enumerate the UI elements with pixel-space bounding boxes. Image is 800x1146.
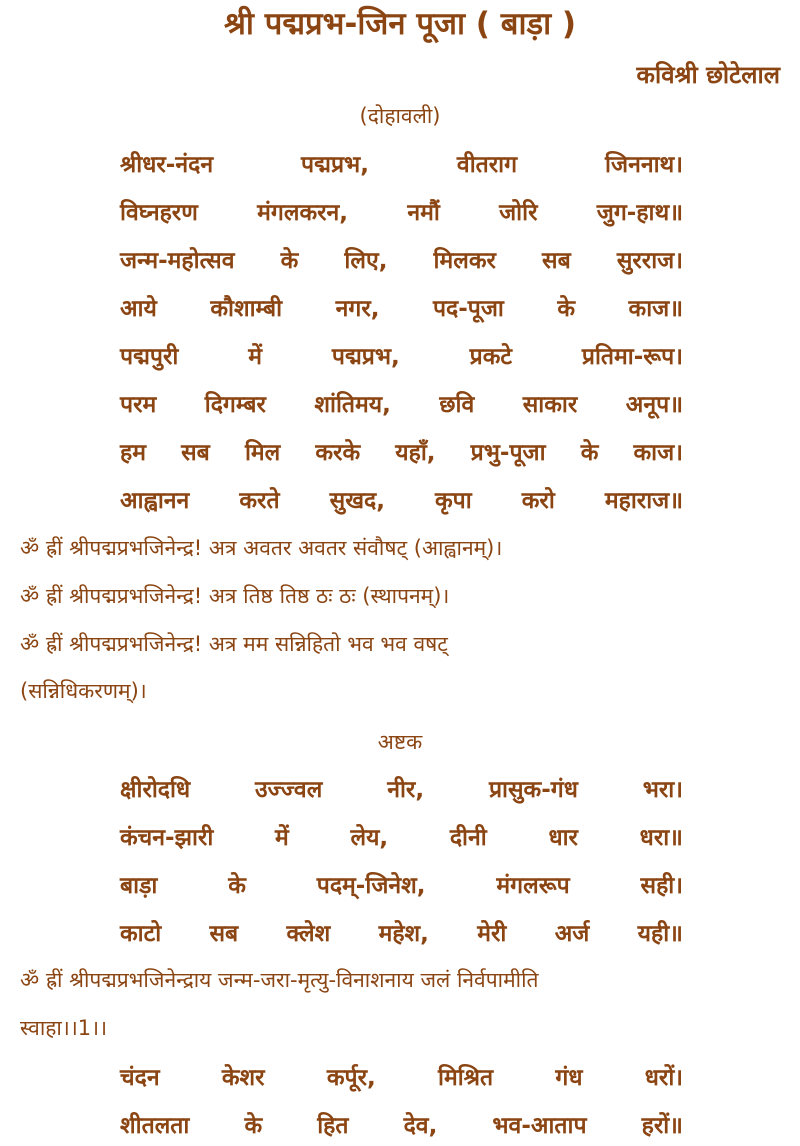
verse-line	[120, 191, 683, 231]
verse-word: यहाँ,	[395, 440, 436, 466]
verse-word: अनूप॥	[625, 392, 683, 418]
verse-word: के	[228, 873, 246, 899]
verse-word: के	[280, 248, 299, 274]
verse-word: हम	[120, 440, 146, 466]
verse-word: जिननाथ।	[605, 152, 683, 178]
verse-word: मिश्रित	[438, 1065, 494, 1091]
verse-word: पद्मपुरी	[120, 344, 179, 370]
verse-word: कर्पूर,	[326, 1065, 376, 1091]
section-heading-dohavali: (दोहावली)	[359, 104, 441, 128]
invocation-line: ॐ ह्रीं श्रीपद्मप्रभजिनेन्द्र! अत्र तिष्ठ तिष्ठ ठः ठः (स्थापनम्)।	[20, 584, 450, 608]
verse-word: पद्मप्रभ,	[301, 152, 369, 178]
verse-word: जुग-हाथ॥	[596, 200, 683, 226]
verse-word: जोरि	[499, 200, 538, 226]
verse-word: विघ्नहरण	[120, 200, 198, 226]
offering-mantra-line: स्वाहा।।1।।	[20, 1016, 108, 1040]
verse-word: सही।	[640, 873, 683, 899]
verse-word: नमौं	[407, 200, 440, 226]
verse-line	[120, 1104, 683, 1144]
section-heading-ashtak: अष्टक	[377, 730, 423, 754]
verse-word: गंध	[555, 1065, 583, 1091]
verse-word: महाराज॥	[604, 488, 683, 514]
verse-line	[120, 239, 683, 279]
verse-word: लिए,	[344, 248, 388, 274]
verse-word: क्षीरोदधि	[120, 777, 191, 803]
verse-word: सुखद,	[329, 488, 385, 514]
verse-word: साकार	[522, 392, 578, 418]
invocation-line: (सन्निधिकरणम्)।	[20, 679, 147, 703]
verse-word: चंदन	[120, 1065, 160, 1091]
verse-word: श्रीधर-नंदन	[120, 152, 214, 178]
verse-word: प्रतिमा-रूप।	[581, 344, 683, 370]
verse-word: के	[557, 296, 576, 322]
verse-word: हित	[317, 1113, 349, 1139]
verse-word: शीतलता	[120, 1113, 190, 1139]
verse-word: आये	[120, 296, 157, 322]
verse-word: करो	[521, 488, 555, 514]
verse-word: अर्ज	[554, 921, 590, 947]
verse-word: हरों॥	[641, 1113, 683, 1139]
verse-word: काटो	[120, 921, 162, 947]
verse-line	[120, 912, 683, 952]
verse-word: केशर	[221, 1065, 265, 1091]
verse-word: छवि	[439, 392, 475, 418]
verse-word: प्रासुक-गंध	[488, 777, 578, 803]
verse-word: वीतराग	[456, 152, 518, 178]
verse-word: मंगलरूप	[496, 873, 570, 899]
verse-word: आह्वानन	[120, 488, 190, 514]
verse-word: धरा॥	[639, 825, 683, 851]
verse-word: मिल	[244, 440, 281, 466]
verse-line	[120, 431, 683, 471]
verse-word: यही॥	[637, 921, 683, 947]
verse-word: के	[244, 1113, 263, 1139]
verse-word: मिलकर	[433, 248, 496, 274]
verse-word: भव-आताप	[492, 1113, 587, 1139]
verse-word: लेय,	[350, 825, 389, 851]
verse-word: सुरराज।	[616, 248, 683, 274]
verse-word: पद-पूजा	[432, 296, 504, 322]
verse-word: धार	[548, 825, 578, 851]
invocation-line: ॐ ह्रीं श्रीपद्मप्रभजिनेन्द्र! अत्र अवतर अवतर संवौषट् (आह्वानम्)।	[20, 536, 503, 560]
verse-word: धरों।	[644, 1065, 683, 1091]
verse-word: जन्म-महोत्सव	[120, 248, 235, 274]
verse-line	[120, 143, 683, 183]
verse-line	[120, 768, 683, 808]
verse-word: पद्मप्रभ,	[331, 344, 400, 370]
offering-mantra-line: ॐ ह्रीं श्रीपद्मप्रभजिनेन्द्राय जन्म-जरा-मृत्यु-विनाशनाय जलं निर्वपामीति	[20, 968, 539, 992]
verse-word: प्रभु-पूजा	[470, 440, 546, 466]
verse-word: नगर,	[335, 296, 380, 322]
verse-word: कृपा	[435, 488, 472, 514]
verse-word: काज।	[633, 440, 683, 466]
verse-word: सब	[209, 921, 239, 947]
verse-word: परम	[120, 392, 157, 418]
verse-word: भरा।	[642, 777, 683, 803]
verse-word: कौशाम्बी	[210, 296, 283, 322]
verse-line	[120, 816, 683, 856]
verse-word: महेश,	[378, 921, 429, 947]
verse-word: उज्ज्वल	[255, 777, 323, 803]
verse-word: देव,	[403, 1113, 438, 1139]
verse-word: सब	[542, 248, 571, 274]
author-name: कविश्री छोटेलाल	[636, 61, 780, 89]
verse-line	[120, 335, 683, 375]
verse-word: शांतिमय,	[314, 392, 391, 418]
verse-line	[120, 1056, 683, 1096]
verse-word: करते	[239, 488, 280, 514]
verse-word: काज॥	[628, 296, 683, 322]
verse-word: दीनी	[449, 825, 487, 851]
verse-word: प्रकटे	[469, 344, 513, 370]
verse-word: क्लेश	[286, 921, 331, 947]
verse-word: करके	[315, 440, 361, 466]
verse-word: में	[275, 825, 289, 851]
invocation-line: ॐ ह्रीं श्रीपद्मप्रभजिनेन्द्र! अत्र मम सन्निहितो भव भव वषट्	[20, 632, 448, 656]
verse-word: कंचन-झारी	[120, 825, 214, 851]
verse-word: सब	[181, 440, 210, 466]
verse-word: मेरी	[477, 921, 507, 947]
verse-word: दिगम्बर	[204, 392, 266, 418]
verse-line	[120, 383, 683, 423]
verse-word: के	[580, 440, 599, 466]
verse-word: में	[248, 344, 262, 370]
page-title: श्री पद्मप्रभ-जिन पूजा ( बाड़ा )	[223, 6, 577, 42]
verse-line	[120, 864, 683, 904]
verse-line	[120, 479, 683, 519]
verse-word: मंगलकरन,	[257, 200, 349, 226]
verse-word: बाड़ा	[120, 873, 158, 899]
verse-word: पदम्-जिनेश,	[316, 873, 426, 899]
verse-word: नीर,	[387, 777, 425, 803]
verse-line	[120, 287, 683, 327]
